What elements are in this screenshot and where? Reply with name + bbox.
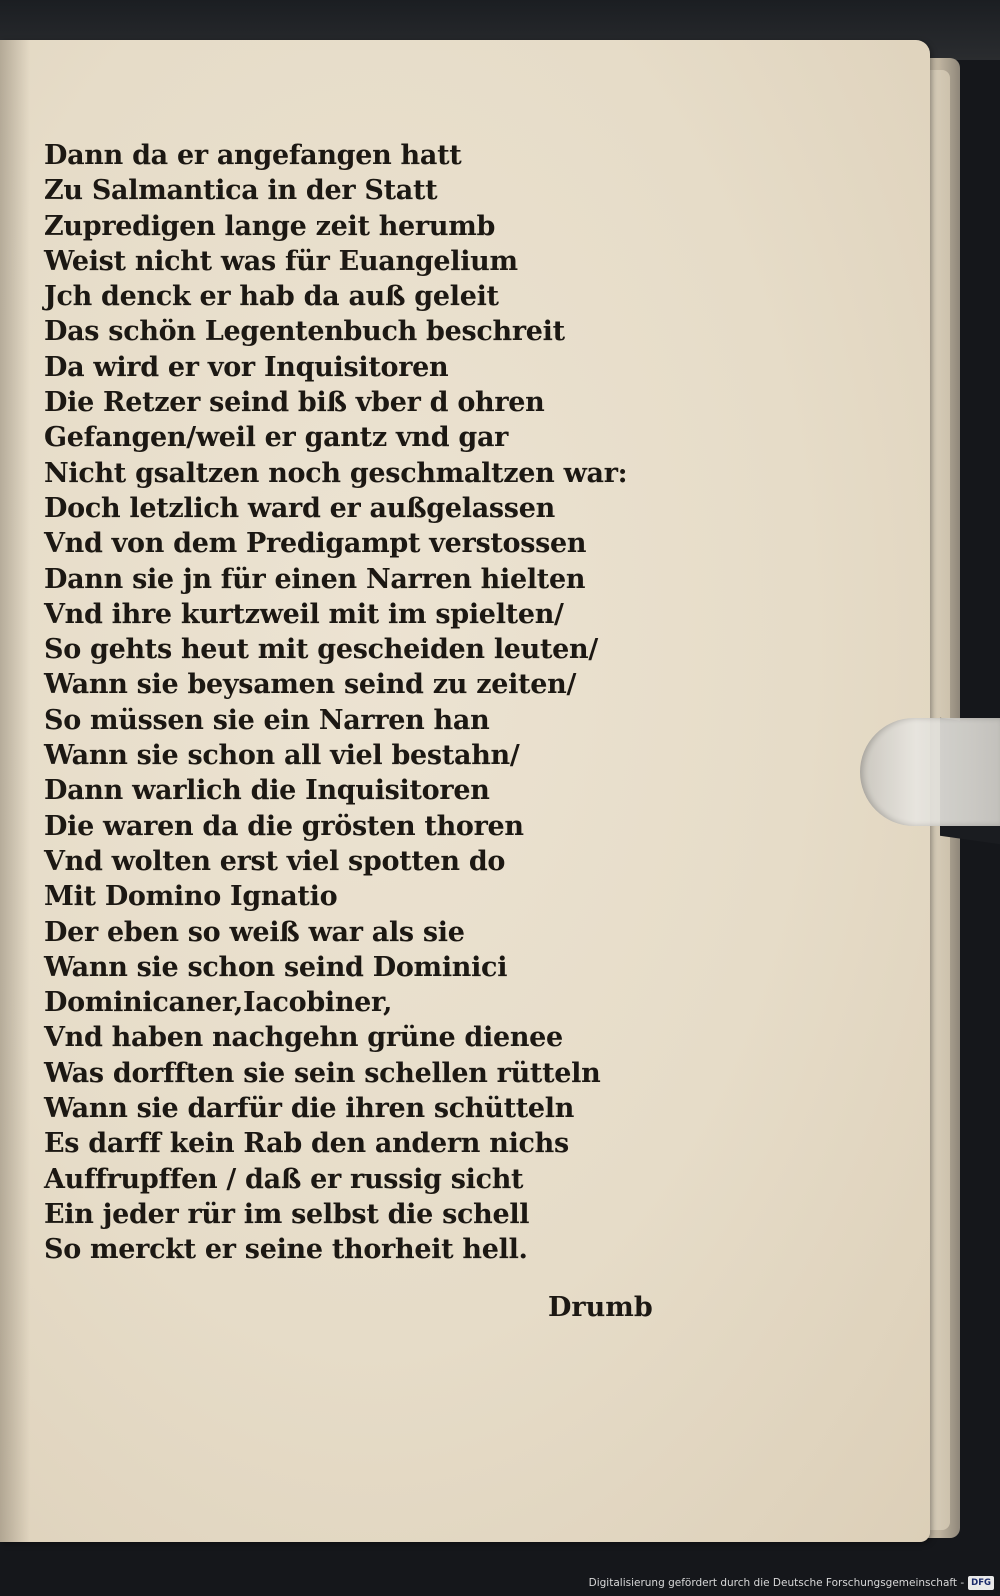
dfg-logo: DFG [968, 1576, 994, 1590]
verse-line: Dann sie jn für einen Narren hielten [44, 563, 586, 595]
footer-credit: Digitalisierung gefördert durch die Deutsche Forschungsgemeinschaft - [588, 1577, 965, 1589]
verse-line: Weist nicht was für Euangelium [44, 245, 518, 277]
catchword: Drumb [548, 1292, 653, 1323]
verse-line: Vnd haben nachgehn grüne dienee [44, 1022, 563, 1054]
verse-line: Wann sie beysamen seind zu zeiten/ [44, 669, 577, 701]
verse-line: Ein jeder rür im selbst die schell [44, 1198, 530, 1230]
verse-line: Vnd wolten erst viel spotten do [44, 845, 506, 877]
verse-line: Vnd ihre kurtzweil mit im spielten/ [44, 598, 564, 630]
verse-line: Die Retzer seind biß vber d ohren [44, 387, 545, 419]
verse-line: Was dorfften sie sein schellen rütteln [44, 1057, 601, 1089]
verse-line: So müssen sie ein Narren han [44, 704, 490, 736]
verse-line: Auffrupffen / daß er russig sicht [44, 1163, 524, 1195]
verse-line: Es darff kein Rab den andern nichs [44, 1128, 569, 1160]
verse-line: So gehts heut mit gescheiden leuten/ [44, 634, 598, 666]
verse-line: Zupredigen lange zeit herumb [44, 210, 496, 242]
verse-text [44, 138, 628, 1268]
gutter-shadow [0, 40, 30, 1542]
verse-line: Wann sie schon all viel bestahn/ [44, 740, 520, 772]
verse-line: Dann da er angefangen hatt [44, 140, 462, 171]
verse-line: Jch denck er hab da auß geleit [44, 281, 499, 313]
verse-line: Nicht gsaltzen noch geschmaltzen war: [44, 457, 628, 489]
verse-line: Der eben so weiß war als sie [44, 916, 465, 948]
verse-line: Das schön Legentenbuch beschreit [44, 316, 565, 348]
verse-line: Wann sie schon seind Dominici [44, 951, 508, 983]
verse-line: Vnd von dem Predigampt verstossen [44, 528, 587, 560]
verse-line: Die waren da die grösten thoren [44, 810, 524, 842]
verse-line: Mit Domino Ignatio [44, 881, 338, 913]
verse-line: Gefangen/weil er gantz vnd gar [44, 422, 509, 454]
digitization-footer [589, 1572, 994, 1594]
page-clip [860, 718, 1000, 826]
verse-line: Doch letzlich ward er außgelassen [44, 492, 555, 524]
verse-line: Wann sie darfür die ihren schütteln [44, 1093, 575, 1125]
verse-line: Zu Salmantica in der Statt [44, 175, 438, 207]
verse-line: Da wird er vor Inquisitoren [44, 351, 449, 383]
verse-line: Dann warlich die Inquisitoren [44, 775, 490, 807]
verse-line: Dominicaner,Iacobiner, [44, 987, 393, 1019]
verse-line: So merckt er seine thorheit hell. [44, 1234, 528, 1266]
